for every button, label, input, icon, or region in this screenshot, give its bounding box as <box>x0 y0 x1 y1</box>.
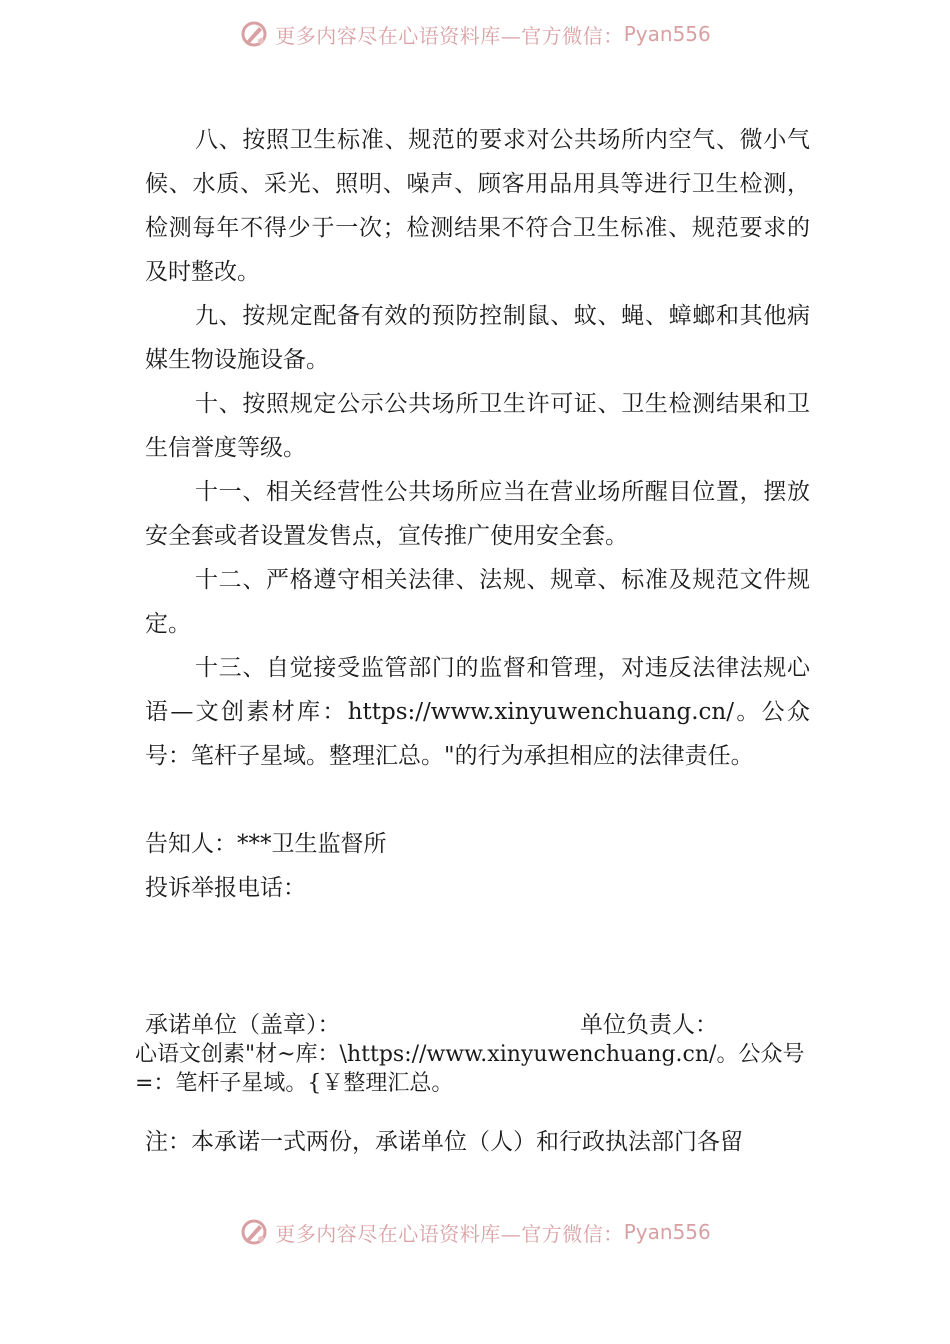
inline-ad-text: 心语文创素"材~库：\https://www.xinyuwenchuang.cn/。公众号=：笔杆子星域。{￥整理汇总。 <box>135 1042 805 1096</box>
note-line: 注：本承诺一式两份，承诺单位（人）和行政执法部门各留 <box>145 1129 743 1155</box>
paragraph-11: 十一、相关经营性公共场所应当在营业场所醒目位置，摆放安全套或者设置发售点，宣传推广使用安全套。 <box>145 479 810 549</box>
paragraph-13: 十三、自觉接受监管部门的监督和管理，对违反法律法规心语—文创素材库：https://www.xinyuwenchuang.cn/。公众号：笔杆子星域。整理汇总。"的行为承担相应的法律责任。 <box>145 655 810 769</box>
notifier-line: 告知人：***卫生监督所 <box>145 831 387 857</box>
header-watermark <box>0 14 950 54</box>
footer-watermark-id: Pyan556 <box>623 1220 711 1244</box>
paragraph-9: 九、按规定配备有效的预防控制鼠、蚊、蝇、蟑螂和其他病媒生物设施设备。 <box>145 303 810 373</box>
header-watermark-id: Pyan556 <box>623 22 711 46</box>
pen-logo-icon <box>239 1217 269 1247</box>
promise-unit-label: 承诺单位（盖章）： <box>145 1012 341 1038</box>
document-body <box>145 118 810 910</box>
header-watermark-text: 更多内容尽在心语资料库—官方微信： <box>275 23 624 48</box>
complaint-phone-line: 投诉举报电话： <box>145 875 306 901</box>
paragraph-12: 十二、严格遵守相关法律、法规、规章、标准及规范文件规定。 <box>145 567 810 637</box>
paragraph-10: 十、按照规定公示公共场所卫生许可证、卫生检测结果和卫生信誉度等级。 <box>145 391 810 461</box>
pen-logo-icon <box>239 19 269 49</box>
paragraph-8: 八、按照卫生标准、规范的要求对公共场所内空气、微小气候、水质、采光、照明、噪声、顾客用品用具等进行卫生检测，检测每年不得少于一次；检测结果不符合卫生标准、规范要求的及时整改。 <box>145 127 810 285</box>
footer-watermark-text: 更多内容尽在心语资料库—官方微信： <box>275 1221 624 1246</box>
footer-watermark <box>0 1212 950 1252</box>
unit-responsible-label: 单位负责人： <box>580 1012 718 1038</box>
